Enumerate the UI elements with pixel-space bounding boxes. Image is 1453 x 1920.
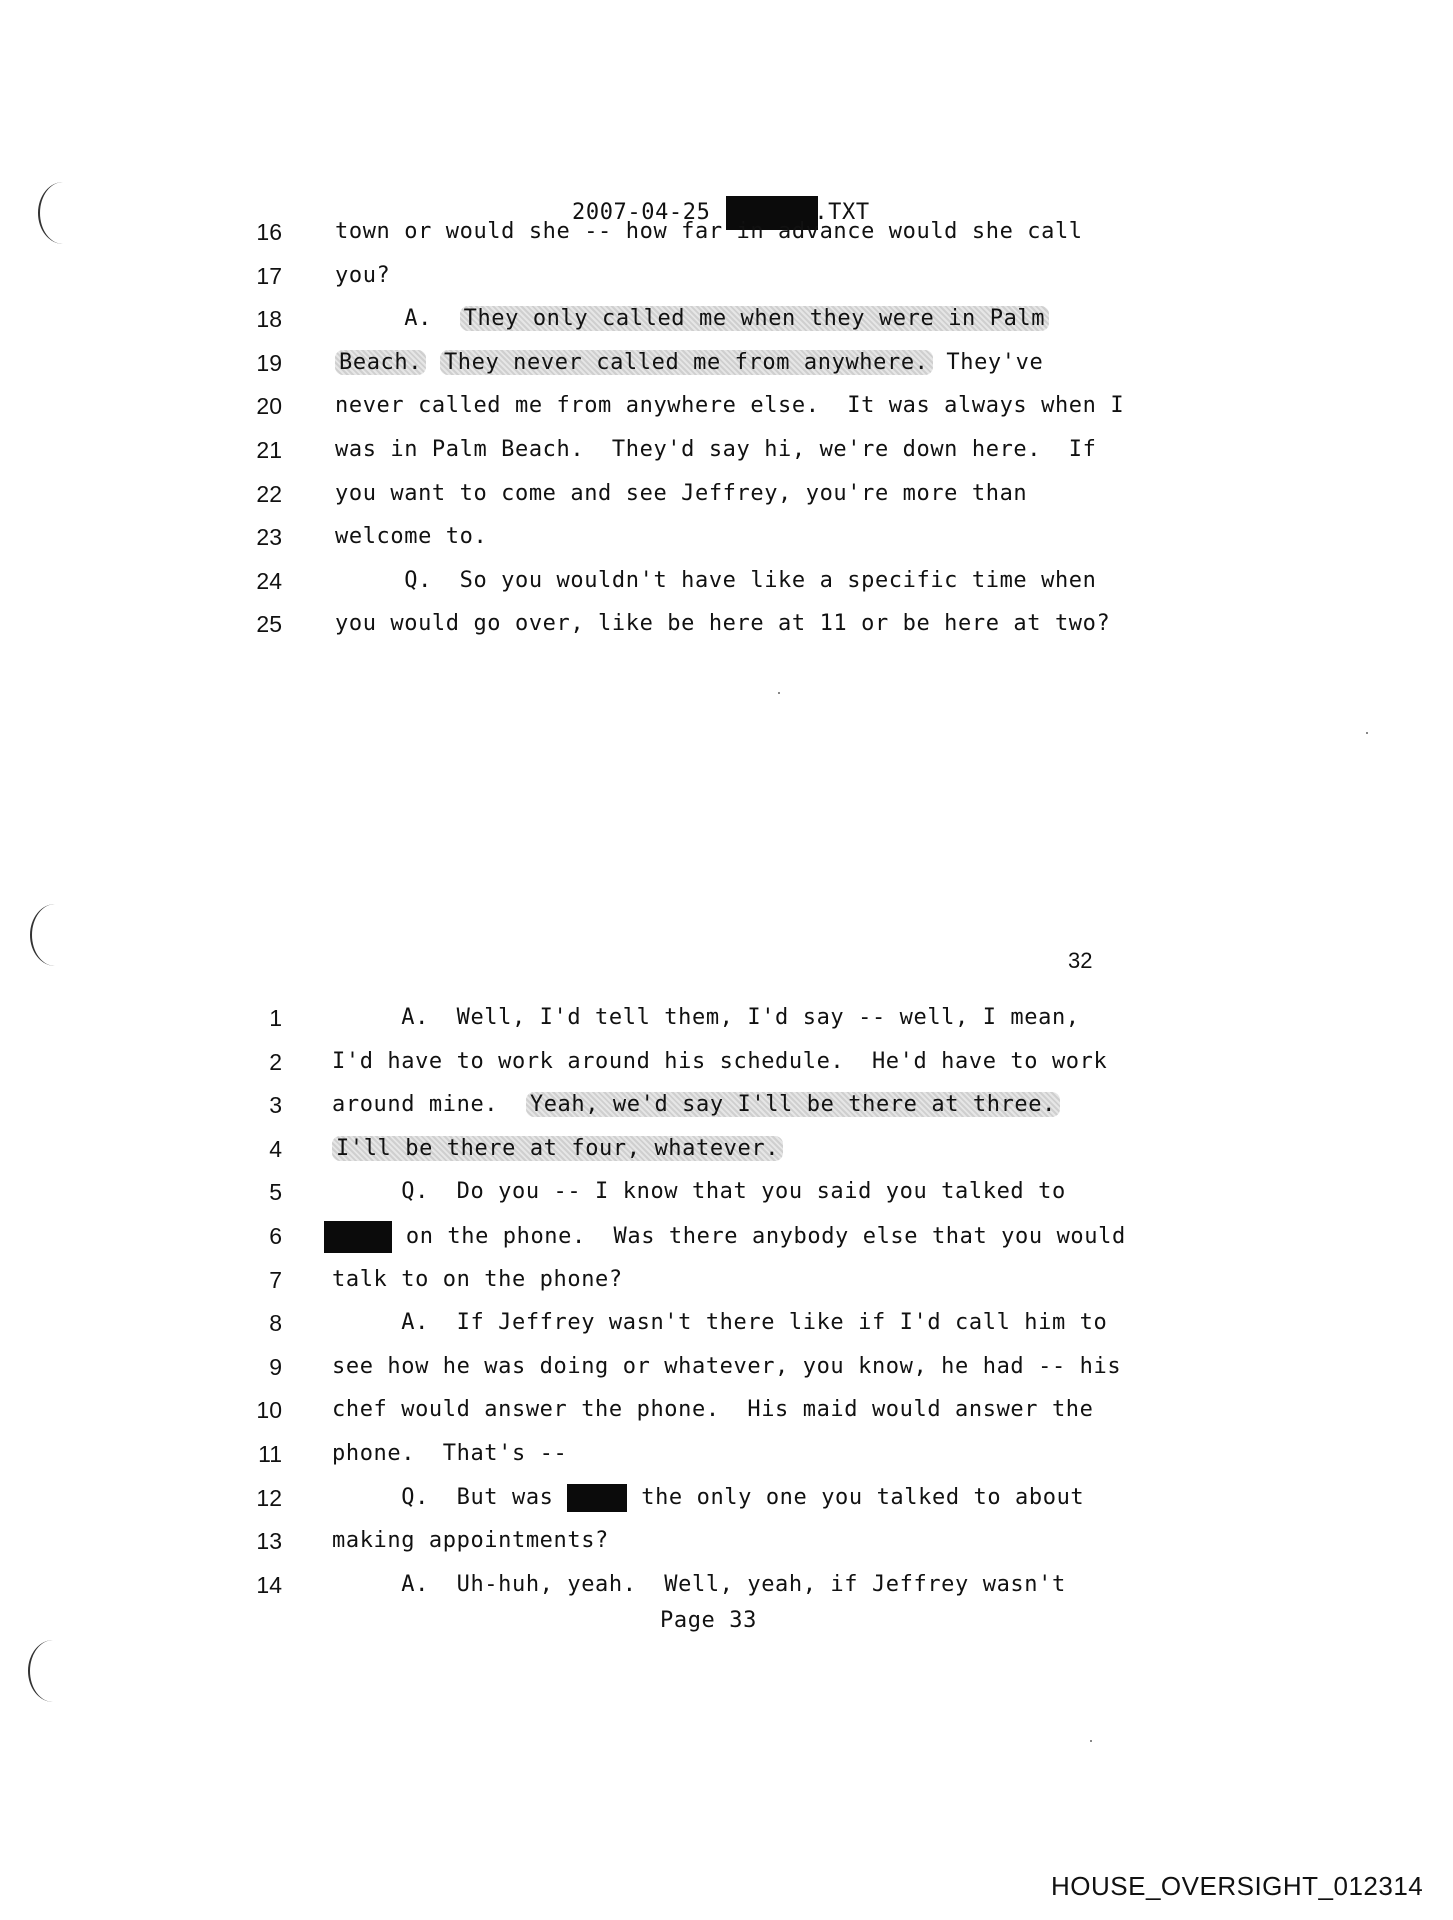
line-text-content: talk to on the phone? [332,1266,623,1292]
line-text-content: see how he was doing or whatever, you know, he had -- his [332,1353,1122,1379]
line-number: 5 [269,1179,282,1206]
line-number: 17 [256,262,282,289]
line-number: 3 [269,1092,282,1119]
line-text [332,1047,1107,1077]
line-text-content: phone. That's -- [332,1441,568,1466]
line-number: 20 [256,393,282,420]
line-text [335,348,1043,378]
line-text-content: A. Uh-huh, yeah. Well, yeah, if Jeffrey wasn't [332,1571,1066,1597]
line-text-content [426,350,440,375]
line-text [335,304,1049,334]
line-text-content: They've [932,349,1044,375]
line-number: 4 [269,1135,282,1162]
line-text-content: on the phone. Was there anybody else that you would [392,1224,1126,1249]
line-text-content: chef would answer the phone. His maid would answer the [332,1397,1094,1423]
speck [1366,732,1368,734]
line-text-content: town or would she -- how far in advance would she call [335,219,1083,244]
line-text [332,1134,783,1164]
line-text [335,609,1110,639]
line-text [332,1439,567,1469]
punch-hole-mark-top [38,182,88,244]
line-text [335,261,390,291]
line-text [335,217,1083,247]
line-text [332,1395,1093,1425]
header-filename-prefix: 2007-04-25 [572,200,711,225]
line-number: 9 [269,1353,282,1380]
punch-hole-mark-middle [30,904,80,966]
line-number: 18 [256,306,282,333]
redaction-bar [567,1484,627,1512]
line-text-content: A. If Jeffrey wasn't there like if I'd call him to [332,1310,1108,1336]
line-text [335,479,1027,509]
highlighted-text: I'll be there at four, whatever. [332,1136,783,1161]
highlighted-text: Yeah, we'd say I'll be there at three. [526,1092,1060,1117]
line-number: 19 [256,349,282,376]
line-number: 13 [256,1528,282,1555]
line-text-content: you? [335,262,391,288]
line-text-content: was in Palm Beach. They'd say hi, we're down here. If [335,437,1097,462]
line-number: 21 [256,437,282,463]
line-text [332,1265,623,1295]
line-number: 10 [256,1397,282,1424]
line-text [332,1352,1121,1382]
line-text-content: I'd have to work around his schedule. He'd have to work [332,1048,1108,1074]
line-text-content: Q. Do you -- I know that you said you talked to [332,1179,1066,1205]
line-text [332,1177,1066,1207]
line-number: 14 [256,1571,282,1598]
line-text-content: A. [335,306,460,332]
line-number: 22 [256,480,282,507]
bates-stamp: HOUSE_OVERSIGHT_012314 [1051,1871,1424,1901]
line-text [332,1003,1080,1033]
line-text-content: Q. But was [332,1484,568,1510]
speck [778,692,780,694]
line-text-content: you want to come and see Jeffrey, you're more than [335,480,1028,506]
line-number: 11 [258,1441,282,1467]
line-number: 2 [269,1048,282,1075]
page-number: 32 [1068,948,1093,973]
line-number: 6 [269,1223,282,1249]
line-text-content: A. Well, I'd tell them, I'd say -- well, I mean, [332,1005,1080,1030]
redaction-bar [324,1221,392,1253]
line-number: 7 [269,1266,282,1293]
line-text-content: the only one you talked to about [627,1484,1085,1510]
page-footer: Page 33 [660,1608,757,1633]
line-text [332,1483,1084,1513]
line-text-content: welcome to. [335,524,488,550]
highlighted-text: Beach. [335,350,426,375]
line-text [335,566,1096,596]
speck [1090,1740,1092,1742]
line-text [332,1221,1126,1253]
header-filename-suffix: .TXT [814,200,870,225]
highlighted-text: They only called me when they were in Palm [460,306,1050,331]
punch-hole-mark-bottom [28,1640,78,1702]
line-text [335,435,1096,465]
line-text [335,391,1124,421]
line-number: 1 [269,1005,282,1031]
line-text-content: making appointments? [332,1528,609,1554]
line-text [332,1526,609,1556]
line-text [332,1570,1066,1600]
line-number: 16 [256,219,282,245]
line-number: 12 [256,1484,282,1511]
line-text [335,522,487,552]
line-number: 25 [256,611,282,638]
highlighted-text: They never called me from anywhere. [440,350,933,375]
line-text-content: never called me from anywhere else. It was always when I [335,393,1125,419]
line-text-content: you would go over, like be here at 11 or be here at two? [335,611,1111,637]
line-text [332,1090,1060,1120]
line-text [332,1308,1107,1338]
line-text-content: around mine. [332,1092,526,1118]
line-number: 23 [256,524,282,551]
line-number: 8 [269,1310,282,1337]
line-number: 24 [256,567,282,594]
line-text-content: Q. So you wouldn't have like a specific time when [335,567,1097,593]
